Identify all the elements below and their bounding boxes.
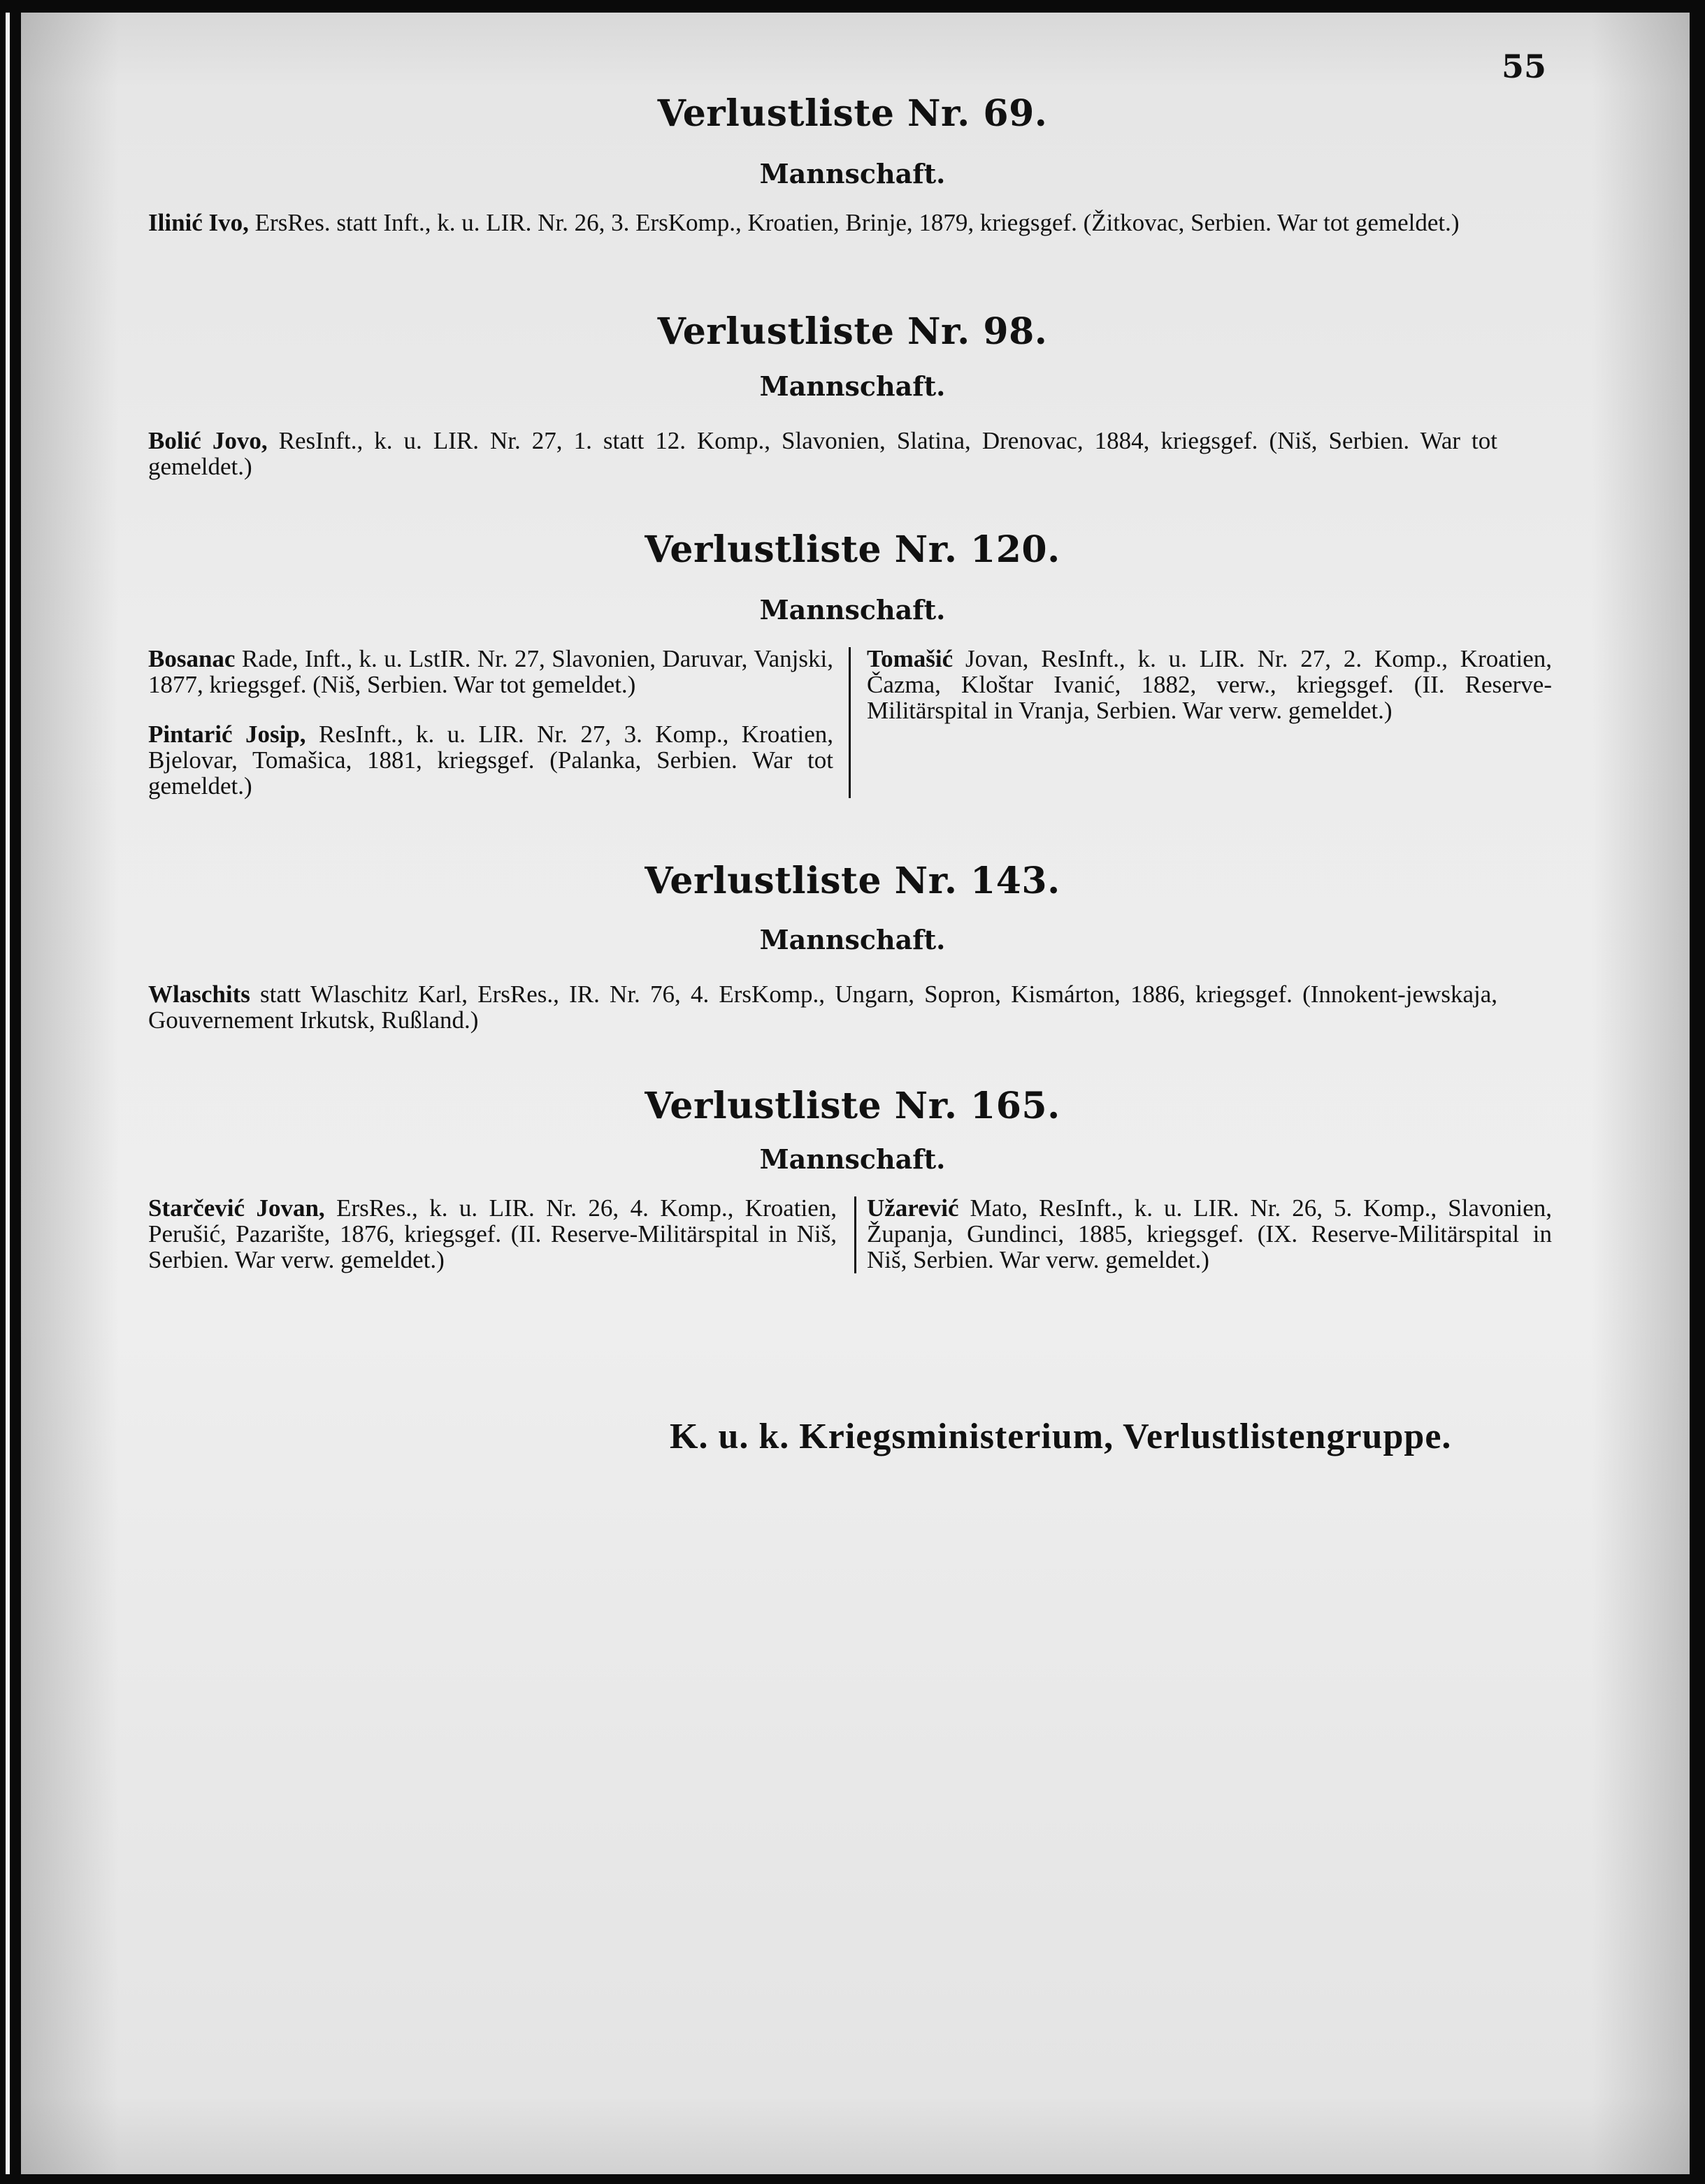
entry-text: ResInft., k. u. LIR. Nr. 27, 1. statt 12. Komp., Slavonien, Slatina, Drenovac, 1884, kriegsgef. (Niš, Serbien. War tot gemeldet.): [148, 427, 1498, 480]
casualty-entry: [148, 721, 833, 799]
entry-name: Wlaschits: [148, 981, 250, 1008]
casualty-entry: [867, 646, 1552, 723]
entry-text: ResInft., k. u. LIR. Nr. 27, 3. Komp., Kroatien, Bjelovar, Tomašica, 1881, kriegsgef. (Palanka, Serbien. War tot gemeldet.): [148, 721, 833, 800]
section-title: Verlustliste Nr. 165.: [645, 1085, 1060, 1127]
entry-text: Jovan, ResInft., k. u. LIR. Nr. 27, 2. Komp., Kroatien, Čazma, Kloštar Ivanić, 1882, verw., kriegsgef. (II. Reserve-Militärspital in Vranja, Serbien. War verw. gemeldet.): [867, 645, 1552, 724]
column-divider: [849, 647, 851, 798]
casualty-entry: [148, 646, 833, 697]
casualty-entry: [148, 981, 1497, 1033]
entry-name: Bosanac: [148, 645, 236, 672]
entry-text: statt Wlaschitz Karl, ErsRes., IR. Nr. 76, 4. ErsKomp., Ungarn, Sopron, Kismárton, 1886, kriegsgef. (Innokent-jewskaja, Gouvernement Irkutsk, Rußland.): [148, 981, 1497, 1034]
section-title: Verlustliste Nr. 69.: [657, 92, 1048, 135]
entry-text: Rade, Inft., k. u. LstIR. Nr. 27, Slavonien, Daruvar, Vanjski, 1877, kriegsgef. (Niš, Serbien. War tot gemeldet.): [148, 645, 833, 698]
entry-name: Tomašić: [867, 645, 954, 672]
entry-text: Mato, ResInft., k. u. LIR. Nr. 26, 5. Komp., Slavonien, Županja, Gundinci, 1885, kriegsgef. (IX. Reserve-Militärspital in Niš, Serbien. War verw. gemeldet.): [867, 1194, 1552, 1273]
casualty-entry: [148, 428, 1497, 479]
entry-name: Užarević: [867, 1194, 959, 1222]
casualty-entry: [148, 1195, 837, 1273]
section-subtitle: Mannschaft.: [759, 370, 946, 402]
scan-edge-bottom: [0, 2174, 1705, 2184]
section-title: Verlustliste Nr. 143.: [645, 860, 1060, 902]
entry-name: Bolić Jovo,: [148, 427, 268, 454]
casualty-entry: [148, 210, 1497, 236]
entry-text: ErsRes. statt Inft., k. u. LIR. Nr. 26, 3. ErsKomp., Kroatien, Brinje, 1879, kriegsgef. (Žitkovac, Serbien. War tot gemeldet.): [248, 209, 1460, 236]
section-subtitle: Mannschaft.: [759, 924, 946, 955]
page-number: 55: [1502, 48, 1547, 85]
scan-edge-top: [0, 0, 1705, 13]
section-title: Verlustliste Nr. 98.: [657, 310, 1048, 353]
entry-name: Pintarić Josip,: [148, 721, 306, 748]
entry-text: ErsRes., k. u. LIR. Nr. 26, 4. Komp., Kroatien, Perušić, Pazarište, 1876, kriegsgef. (II. Reserve-Militärspital in Niš, Serbien. War verw. gemeldet.): [148, 1194, 837, 1273]
signature: K. u. k. Kriegsministerium, Verlustlistengruppe.: [670, 1417, 1452, 1456]
section-subtitle: Mannschaft.: [759, 594, 946, 625]
section-subtitle: Mannschaft.: [759, 1143, 946, 1175]
column-divider: [854, 1196, 856, 1273]
casualty-entry: [867, 1195, 1552, 1273]
entry-name: Starčević Jovan,: [148, 1194, 325, 1222]
section-subtitle: Mannschaft.: [759, 158, 946, 189]
section-title: Verlustliste Nr. 120.: [645, 528, 1060, 571]
entry-name: Ilinić Ivo,: [148, 209, 249, 236]
